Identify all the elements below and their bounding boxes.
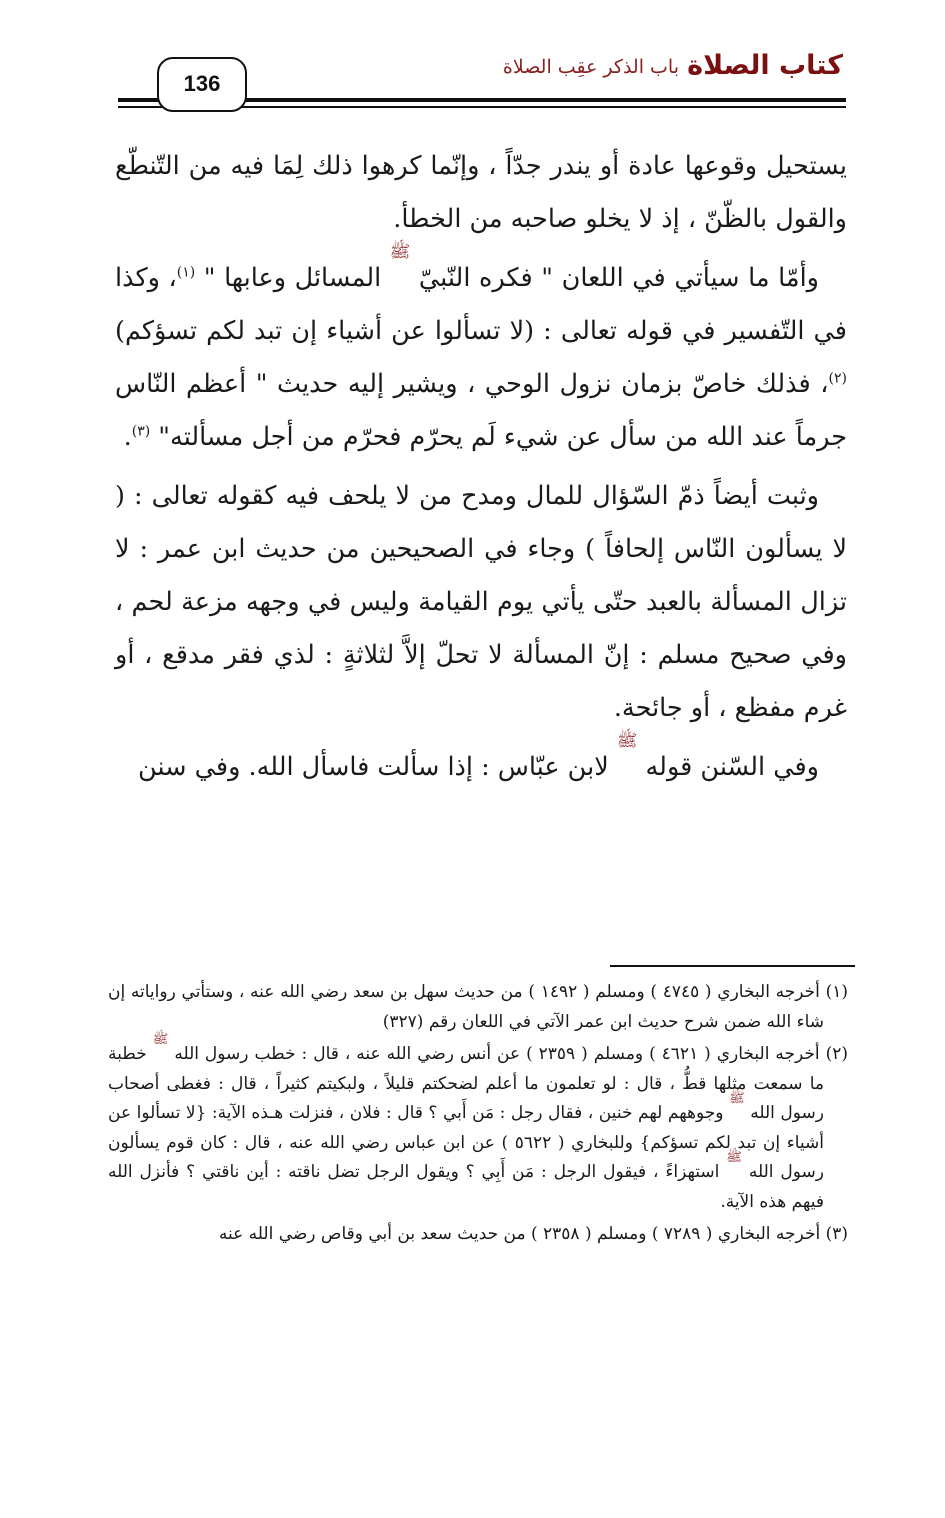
paragraph-4-part-a: وفي السّنن قوله — [637, 752, 819, 782]
footnotes — [108, 978, 848, 1253]
book-title: كتاب الصلاة — [687, 50, 843, 81]
footnote-ref-2[interactable]: (٢) — [828, 370, 847, 387]
footnote-2-part-a: (٢) أخرجه البخاري ( ٤٦٢١ ) ومسلم ( ٢٣٥٩ ) عن أنس رضي الله عنه ، قال : خطب رسول الله — [168, 1044, 848, 1064]
page-number: 136 — [183, 71, 221, 96]
footnote-1: (١) أخرجه البخاري ( ٤٧٤٥ ) ومسلم ( ١٤٩٢ ) من حديث سهل بن سعد رضي الله عنه ، وستأتي رواياته إن شاء الله ضمن شرح حديث ابن عمر الآتي في اللعان رقم (٣٢٧) — [108, 982, 848, 1032]
footnote-ref-1[interactable]: (١) — [176, 264, 196, 281]
footnote-2-part-c: وجوههم لهم خنين ، فقال رجل : مَن أَبي ؟ قال : فلان ، فنزلت هـذه الآية: {لا تسألوا عن أشياء إن تبد لكم تسؤكم} وللبخاري ( ٥٦٢٢ ) عن ابن عباس رضي الله عنه ، قال : كان قوم يسألون رسول الله — [108, 1103, 825, 1182]
footnote-separator — [610, 965, 855, 967]
paragraph-2-part-e: . — [123, 422, 132, 452]
chapter-title: باب الذكر عقِب الصلاة — [502, 56, 679, 78]
salutation-glyph: ﷺ — [389, 242, 411, 262]
paragraph-4 — [115, 731, 847, 794]
paragraph-3: وثبت أيضاً ذمّ السّؤال للمال ومدح من لا يلحف فيه كقوله تعالى : ( لا يسألون النّاس إلحافاً ) وجاء في الصحيحين من حديث ابن عمر : لا تزال المسألة بالعبد حتّى يأتي يوم القيامة وليس في وجهه مزعة لحم ، وفي صحيح مسلم : إنّ المسألة لا تحلّ إلاَّ لثلاثةٍ : لذي فقر مدقع ، أو غرم مفظع ، أو جائحة. — [115, 481, 847, 723]
salutation-glyph: ﷺ — [152, 1032, 169, 1047]
footnote-2-part-d: استهزاءً ، فيقول الرجل : مَن أَبِي ؟ ويقول الرجل تضل ناقته : أين ناقتي ؟ فأنزل الله فيهم هذه الآية. — [108, 1162, 824, 1212]
salutation-glyph: ﷺ — [726, 1150, 742, 1165]
paragraph-2-part-b: المسائل وعابها " — [195, 263, 390, 293]
footnote-2-part-b: خطبة ما سمعت مثلها قطُّ ، قال : لو تعلمون ما أعلم لضحكتم قليلاً ، ولبكيتم كثيراً ، قال : فغطى أصحاب رسول الله — [108, 1044, 825, 1123]
footnote-ref-3[interactable]: (٣) — [131, 423, 151, 440]
paragraph-4-part-b: لابن عبّاس : إذا سألت فاسأل الله. وفي سنن — [138, 752, 617, 782]
paragraph-2-part-d: ، فذلك خاصّ بزمان نزول الوحي ، ويشير إليه حديث " أعظم النّاس جرماً عند الله من سأل عن شيء لَم يحرّم فحرّم من أجل مسألته" — [115, 369, 847, 452]
footnote-3: (٣) أخرجه البخاري ( ٧٢٨٩ ) ومسلم ( ٢٣٥٨ ) من حديث سعد بن أبي وقاص رضي الله عنه — [218, 1224, 848, 1244]
footnote-2 — [108, 1032, 848, 1217]
main-text — [115, 140, 847, 800]
paragraph-1: يستحيل وقوعها عادة أو يندر جدّاً ، وإنّما كرهوا ذلك لِمَا فيه من التّنطّع والقول بالظّنّ ، إذ لا يخلو صاحبه من الخطأ. — [115, 151, 847, 234]
page-number-box — [157, 57, 247, 112]
salutation-glyph: ﷺ — [729, 1091, 745, 1106]
paragraph-2-part-a: وأمّا ما سيأتي في اللعان " فكره النّبيّ — [410, 263, 819, 293]
salutation-glyph: ﷺ — [616, 731, 638, 751]
paragraph-2-part-c: ، وكذا في التّفسير في قوله تعالى : (لا تسألوا عن أشياء إن تبد لكم تسؤكم) — [115, 263, 847, 346]
paragraph-2 — [115, 242, 847, 464]
page-header — [0, 0, 945, 120]
